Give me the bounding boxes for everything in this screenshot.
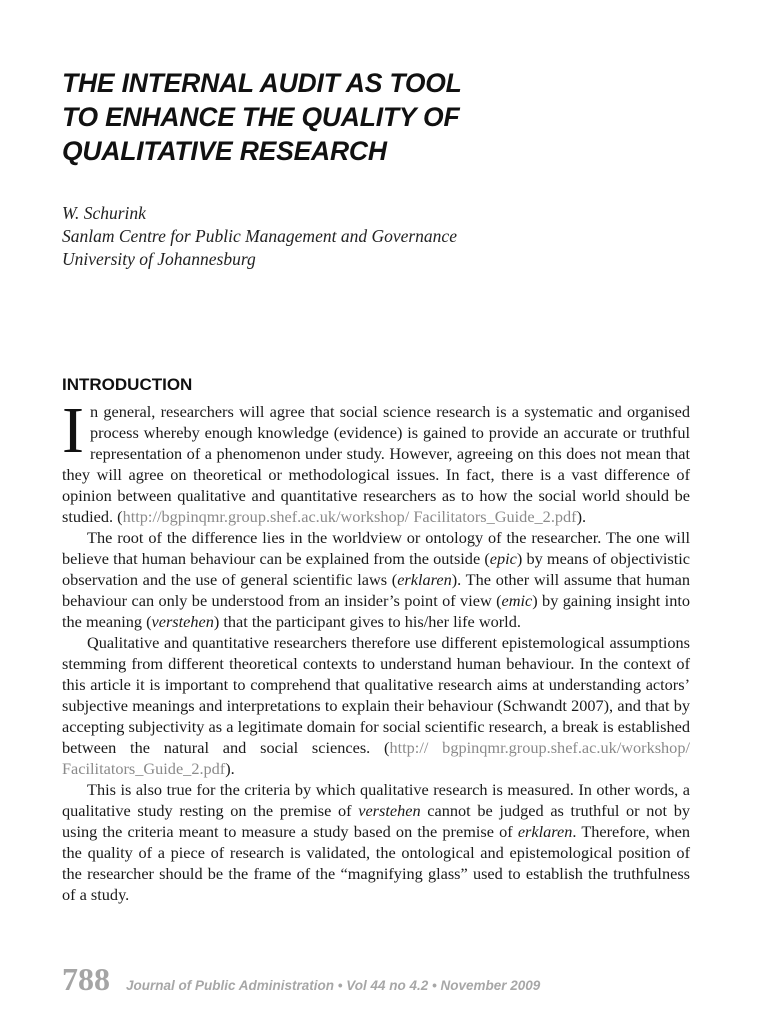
- paragraph-text: ) by means of objectivistic observation and the use of general scientific laws (: [62, 549, 691, 589]
- article-page: [62, 66, 690, 905]
- title-line: THE INTERNAL AUDIT AS TOOL: [62, 68, 462, 98]
- section-heading: INTRODUCTION: [62, 375, 193, 394]
- italic-term: erklaren: [397, 570, 452, 589]
- italic-term: epic: [489, 549, 517, 568]
- page-number: 788: [62, 961, 110, 997]
- reference-link[interactable]: http:// bgpinqmr.group.shef.ac.uk/workshop/ Facilitators_Guide_2.pdf: [62, 738, 690, 778]
- italic-term: verstehen: [358, 801, 421, 820]
- paragraph-3: [62, 632, 690, 779]
- paragraph-text: This is also true for the criteria by which qualitative research is measured. In other words, a qualitative study resting on the premise of: [62, 780, 690, 820]
- paragraph-text: n general, researchers will agree that social science research is a systematic and organised process whereby enough knowledge (evidence) is gained to provide an accurate or truthful representation of a phenomenon under study. However, agreeing on this does not mean that they will agree on theoretical or methodological issues. In fact, there is a vast difference of opinion between qualitative and quantitative researchers as to how the social world should be studied. (: [62, 402, 690, 526]
- italic-term: erklaren: [517, 822, 573, 841]
- paragraph-text: ).: [225, 759, 235, 778]
- article-body: [62, 394, 691, 905]
- paragraph-1: [62, 394, 690, 527]
- author-block: [62, 202, 690, 271]
- paragraph-text: Qualitative and quantitative researchers therefore use different epistemological assumptions stemming from different theoretical contexts to understand human behaviour. In the context of this article it is important to comprehend that qualitative research aims at understanding actors’ subjective meanings and interpretations to explain their behaviour (Schwandt 2007), and that by accepting subjectivity as a legitimate domain for social scientific research, a break is established between the natural and social sciences. (: [62, 633, 690, 757]
- paragraph-text: ).: [576, 507, 587, 526]
- paragraph-text: ) that the participant gives to his/her life world.: [213, 612, 521, 631]
- paragraph-text: ). The other will assume that human behaviour can only be understood from an insider’s point of view (: [62, 570, 691, 610]
- paragraph-text: The root of the difference lies in the worldview or ontology of the researcher. The one will believe that human behaviour can be explained from the outside (: [62, 528, 690, 568]
- page-footer: [62, 961, 702, 998]
- italic-term: emic: [501, 591, 533, 610]
- paragraph-text: . Therefore, when the quality of a piece of research is validated, the ontological and epistemological position of the researcher should be the frame of the “magnifying glass” used to establish the truthfulness of a study.: [62, 822, 690, 904]
- author-institution: University of Johannesburg: [62, 249, 256, 269]
- paragraph-2: [62, 527, 690, 632]
- author-affiliation: Sanlam Centre for Public Management and Governance: [62, 226, 457, 246]
- title-line: TO ENHANCE THE QUALITY OF: [62, 102, 460, 132]
- drop-cap: I: [62, 394, 84, 467]
- paragraph-4: [62, 779, 690, 905]
- article-title: [62, 66, 690, 168]
- italic-term: verstehen: [151, 612, 214, 631]
- journal-citation: Journal of Public Administration • Vol 44 no 4.2 • November 2009: [126, 978, 541, 993]
- paragraph-text: cannot be judged as truthful or not by using the criteria meant to measure a study based on the premise of: [62, 801, 691, 841]
- title-line: QUALITATIVE RESEARCH: [62, 136, 387, 166]
- reference-link[interactable]: http://bgpinqmr.group.shef.ac.uk/workshop/ Facilitators_Guide_2.pdf: [122, 507, 577, 526]
- author-name: W. Schurink: [62, 203, 146, 223]
- paragraph-text: ) by gaining insight into the meaning (: [62, 591, 690, 631]
